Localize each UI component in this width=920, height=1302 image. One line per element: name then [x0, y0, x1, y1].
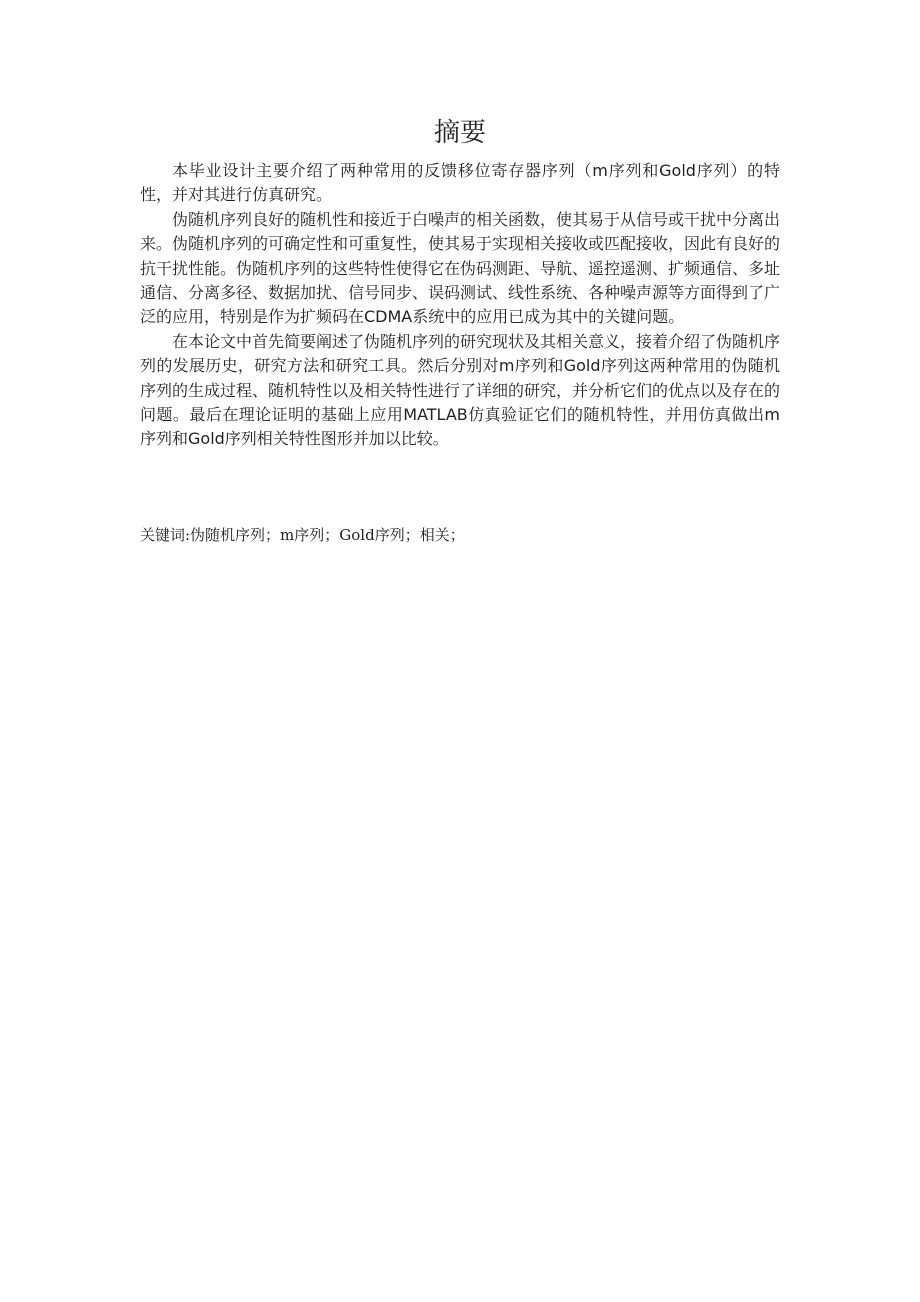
- abstract-paragraph-1: 本毕业设计主要介绍了两种常用的反馈移位寄存器序列（m序列和Gold序列）的特性，并对其进行仿真研究。: [140, 161, 780, 205]
- abstract-title: 摘要: [433, 118, 486, 148]
- keywords-line: 关键词:伪随机序列；m序列；Gold序列；相关；: [140, 526, 465, 544]
- abstract-body: [140, 159, 780, 452]
- abstract-paragraph-3: 在本论文中首先简要阐述了伪随机序列的研究现状及其相关意义，接着介绍了伪随机序列的发展历史，研究方法和研究工具。然后分别对m序列和Gold序列这两种常用的伪随机序列的生成过程、随机特性以及相关特性进行了详细的研究，并分析它们的优点以及存在的问题。最后在理论证明的基础上应用MATLAB仿真验证它们的随机特性，并用仿真做出m序列和Gold序列相关特性图形并加以比较。: [140, 331, 781, 449]
- abstract-paragraph-2: 伪随机序列良好的随机性和接近于白噪声的相关函数，使其易于从信号或干扰中分离出来。伪随机序列的可确定性和可重复性，使其易于实现相关接收或匹配接收，因此有良好的抗干扰性能。伪随机序列的这些特性使得它在伪码测距、导航、遥控遥测、扩频通信、多址通信、分离多径、数据加扰、信号同步、误码测试、线性系统、各种噪声源等方面得到了广泛的应用，特别是作为扩频码在CDMA系统中的应用已成为其中的关键问题。: [140, 209, 781, 327]
